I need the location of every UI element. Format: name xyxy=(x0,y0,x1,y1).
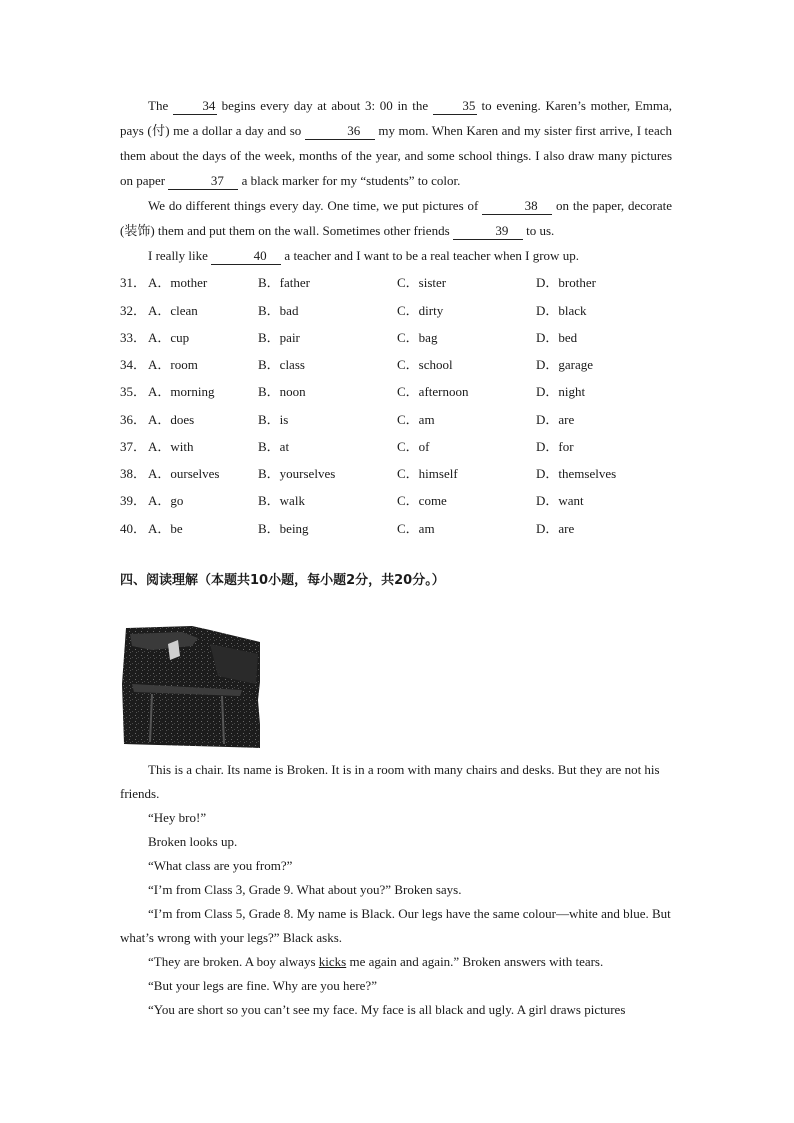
option-a: A．mother xyxy=(148,275,208,290)
passage-text: begins every day at about 3: 00 in the xyxy=(216,98,433,113)
option-d: D．are xyxy=(536,521,575,536)
question-number: 40． xyxy=(120,521,147,536)
question-row xyxy=(120,436,680,456)
option-b: B．father xyxy=(258,275,310,290)
option-b: B．class xyxy=(258,357,305,372)
underlined-word: kicks xyxy=(318,954,347,969)
question-row xyxy=(120,327,680,347)
story-paragraph: Broken looks up. xyxy=(148,834,238,849)
question-number: 33． xyxy=(120,330,147,345)
cloze-paragraph-2 xyxy=(120,193,672,243)
question-row xyxy=(120,381,680,401)
passage-text: on the paper, decorate (装饰) them and put them on the wall. Sometimes other friends xyxy=(120,198,672,238)
passage-text: a black marker for my “students” to color. xyxy=(238,173,461,188)
option-c: C．himself xyxy=(397,466,458,481)
story-paragraph: “But your legs are fine. Why are you here?” xyxy=(148,978,377,993)
chair-photo xyxy=(122,624,260,748)
option-a: A．go xyxy=(148,493,184,508)
option-b: B．at xyxy=(258,439,290,454)
question-row xyxy=(120,272,680,292)
option-d: D．brother xyxy=(536,275,596,290)
blank-38: 38 xyxy=(482,198,552,215)
option-b: B．yourselves xyxy=(258,466,336,481)
story-paragraph: “I’m from Class 5, Grade 8. My name is Black. Our legs have the same colour—white and blue. But what’s wrong with your legs?” Black asks. xyxy=(120,906,671,945)
story-paragraph: “You are short so you can’t see my face. My face is all black and ugly. A girl draws pictures xyxy=(148,1002,626,1017)
cloze-paragraph-1 xyxy=(120,93,672,193)
option-b: B．bad xyxy=(258,303,299,318)
question-row xyxy=(120,490,680,510)
story-text: me again and again.” Broken answers with tears. xyxy=(346,954,604,969)
question-row xyxy=(120,354,680,374)
option-a: A．be xyxy=(148,521,183,536)
option-c: C．come xyxy=(397,493,447,508)
option-d: D．black xyxy=(536,303,587,318)
option-b: B．noon xyxy=(258,384,306,399)
option-c: C．of xyxy=(397,439,430,454)
section-heading: 四、阅读理解（本题共10小题，每小题2分，共20分。） xyxy=(120,573,445,588)
option-b: B．is xyxy=(258,412,289,427)
option-c: C．bag xyxy=(397,330,438,345)
option-a: A．morning xyxy=(148,384,215,399)
story-text: “They are broken. A boy always xyxy=(148,954,319,969)
reading-story xyxy=(120,758,672,1022)
cloze-paragraph-3 xyxy=(120,243,672,268)
option-a: A．ourselves xyxy=(148,466,220,481)
option-a: A．clean xyxy=(148,303,198,318)
story-paragraph: This is a chair. Its name is Broken. It is in a room with many chairs and desks. But they are not his friends. xyxy=(120,762,660,801)
option-d: D．are xyxy=(536,412,575,427)
question-number: 39． xyxy=(120,493,147,508)
passage-text: my mom. When Karen and my sister first arrive, I teach them about the days of the week, months of the year, and some school things. I also draw many pictures on paper xyxy=(120,123,672,188)
story-paragraph xyxy=(120,950,672,974)
option-d: D．themselves xyxy=(536,466,617,481)
question-row xyxy=(120,409,680,429)
option-a: A．does xyxy=(148,412,195,427)
option-b: B．walk xyxy=(258,493,305,508)
passage-text: to us. xyxy=(522,223,555,238)
blank-36: 36 xyxy=(305,123,375,140)
blank-35: 35 xyxy=(433,98,477,115)
option-c: C．afternoon xyxy=(397,384,469,399)
question-number: 32． xyxy=(120,303,147,318)
option-c: C．am xyxy=(397,412,435,427)
option-c: C．dirty xyxy=(397,303,444,318)
option-d: D．night xyxy=(536,384,586,399)
passage-text: We do different things every day. One time, we put pictures of xyxy=(148,198,483,213)
blank-37: 37 xyxy=(168,173,238,190)
option-b: B．pair xyxy=(258,330,300,345)
option-d: D．bed xyxy=(536,330,578,345)
option-c: C．sister xyxy=(397,275,447,290)
option-d: D．want xyxy=(536,493,584,508)
question-number: 38． xyxy=(120,466,147,481)
question-row xyxy=(120,463,680,483)
passage-text: a teacher and I want to be a real teacher when I grow up. xyxy=(281,248,579,263)
question-row xyxy=(120,300,680,320)
question-number: 35． xyxy=(120,384,147,399)
option-d: D．garage xyxy=(536,357,594,372)
option-a: A．cup xyxy=(148,330,190,345)
blank-34: 34 xyxy=(173,98,217,115)
question-number: 37． xyxy=(120,439,147,454)
blank-40: 40 xyxy=(211,248,281,265)
question-number: 34． xyxy=(120,357,147,372)
option-a: A．with xyxy=(148,439,194,454)
story-paragraph: “What class are you from?” xyxy=(148,858,293,873)
passage-text: I really like xyxy=(148,248,212,263)
option-a: A．room xyxy=(148,357,198,372)
question-number: 31． xyxy=(120,275,147,290)
question-number: 36． xyxy=(120,412,147,427)
option-c: C．school xyxy=(397,357,453,372)
option-b: B．being xyxy=(258,521,309,536)
question-row xyxy=(120,518,680,538)
passage-text: The xyxy=(148,98,173,113)
option-c: C．am xyxy=(397,521,435,536)
blank-39: 39 xyxy=(453,223,523,240)
option-d: D．for xyxy=(536,439,574,454)
passage-text: to evening. Karen’s mother, Emma, pays (付) me a dollar a day and so xyxy=(120,98,673,138)
story-paragraph: “I’m from Class 3, Grade 9. What about you?” Broken says. xyxy=(148,882,462,897)
story-paragraph: “Hey bro!” xyxy=(148,810,207,825)
